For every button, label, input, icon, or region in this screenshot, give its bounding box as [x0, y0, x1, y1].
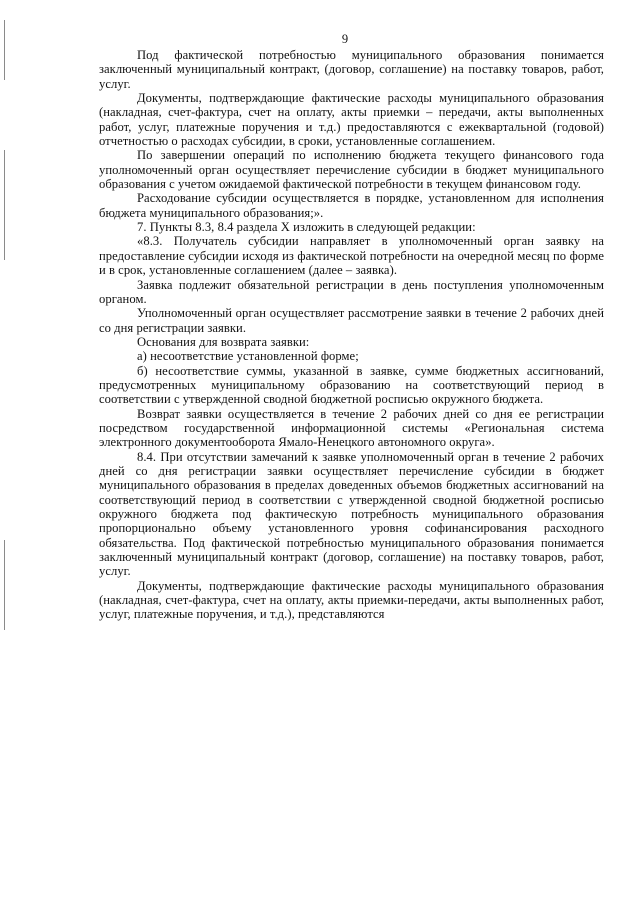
paragraph: Под фактической потребностью муниципального образования понимается заключенный муниципальный контракт, (договор, соглашение) на поставку товаров, работ, услуг. [99, 48, 604, 91]
paragraph: Документы, подтверждающие фактические расходы муниципального образования (накладная, счет-фактура, счет на оплату, акты приемки-передачи, акты выполненных работ, услуг, платежные поручения, и т.д.), представляются [99, 578, 604, 622]
paragraph: Основания для возврата заявки: [137, 334, 310, 349]
document-body [99, 48, 604, 622]
paragraph: 8.4. При отсутствии замечаний к заявке уполномоченный орган в течение 2 рабочих дней со дня регистрации заявки осуществляет перечисление субсидии в бюджет муниципального образования в пределах доведенных объемов бюджетных ассигнований на соответствующий период в соответствии с утвержденной сводной бюджетной росписью окружного бюджета под фактическую потребность муниципального образования пропорционально объему установленного уровня софинансирования расходного обязательства. Под фактической потребностью муниципального образования понимается заключенный муниципальный контракт (договор, соглашение) на поставку товаров, работ, услуг. [99, 449, 604, 579]
scan-edge-mark [4, 20, 5, 80]
paragraph: По завершении операций по исполнению бюджета текущего финансового года уполномоченный орган осуществляет перечисление субсидии в бюджет муниципального образования с учетом ожидаемой фактической потребности в текущем финансовом году. [99, 148, 604, 192]
paragraph: Заявка подлежит обязательной регистрации в день поступления уполномоченным органом. [99, 277, 604, 306]
paragraph: Уполномоченный орган осуществляет рассмотрение заявки в течение 2 рабочих дней со дня регистрации заявки. [99, 306, 604, 335]
list-item: б) несоответствие суммы, указанной в заявке, сумме бюджетных ассигнований, предусмотренных муниципальному образованию на соответствующий период в соответствии с утвержденной сводной бюджетной росписью окружного бюджета. [99, 363, 604, 407]
paragraph: 7. Пункты 8.3, 8.4 раздела X изложить в следующей редакции: [137, 220, 476, 235]
paragraph: «8.3. Получатель субсидии направляет в уполномоченный орган заявку на предоставление субсидии исходя из фактической потребности на очередной месяц по форме и в срок, установленные соглашением (далее – заявка). [99, 234, 604, 278]
paragraph: Документы, подтверждающие фактические расходы муниципального образования (накладная, счет-фактура, счет на оплату, акты приемки – передачи, акты выполненных работ, услуг, платежные поручения и т.д.) предоставляются с ежеквартальной (годовой) отчетностью о расходах субсидии, в сроки, установленные соглашением. [99, 91, 604, 149]
paragraph: Расходование субсидии осуществляется в порядке, установленном для исполнения бюджета муниципального образования;». [99, 191, 604, 220]
paragraph: Возврат заявки осуществляется в течение 2 рабочих дней со дня ее регистрации посредством государственной информационной системы «Региональная система электронного документооборота Ямало-Ненецкого автономного округа». [99, 406, 604, 450]
list-item: а) несоответствие установленной форме; [137, 349, 359, 364]
scan-edge-mark [4, 150, 5, 260]
scan-edge-mark [4, 540, 5, 630]
page-number: 9 [341, 32, 349, 46]
